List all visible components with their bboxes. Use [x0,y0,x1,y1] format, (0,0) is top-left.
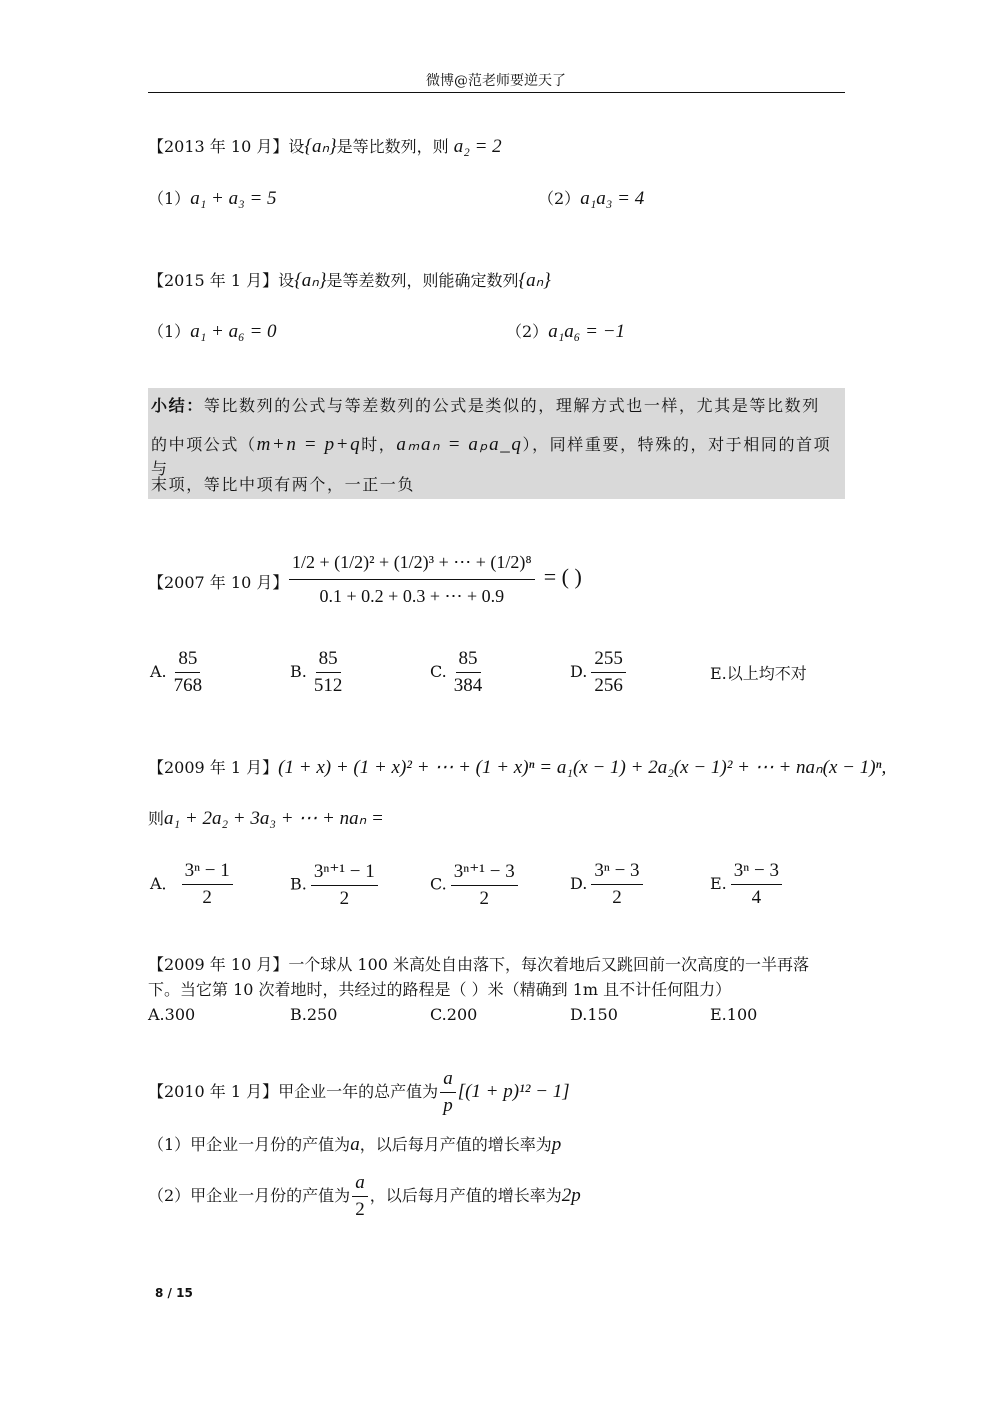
math: {aₙ} [294,270,327,291]
math: a₁ + a₃ = 5 [190,188,277,209]
condition-1 [148,319,277,343]
numerator: 3ⁿ − 1 [182,860,233,885]
question-tag: 【2009 年 10 月】 [148,955,289,974]
condition-text: （2）甲企业一月份的产值为 [148,1186,351,1205]
numerator: 3ⁿ − 3 [731,860,782,885]
option-label: E. [710,874,727,893]
math: m+n = p+q [256,434,362,455]
numerator: 85 [456,648,481,673]
question-tag: 【2015 年 1 月】 [148,271,279,290]
complex-fraction [285,552,582,607]
numerator: 85 [175,648,200,673]
question-line2: 下。当它第 10 次着地时，共经过的路程是（ ）米（精确到 1m 且不计任何阻力） [148,980,732,999]
math: a₁a₃ = 4 [580,188,645,209]
denominator: 2 [339,888,350,909]
numerator: a [352,1172,368,1197]
option-a [150,860,237,909]
option-c [430,648,489,697]
question-2009-1 [148,755,886,779]
option-c [430,860,522,910]
question-text: 甲企业一年的总产值为 [278,1082,439,1101]
summary-line [151,472,415,495]
denominator: 256 [594,675,623,696]
numerator: a [440,1068,456,1093]
option-label: D. [570,662,588,681]
option-a: A.300 [148,1005,196,1024]
option-b [290,648,349,697]
condition-text: （1）甲企业一月份的产值为 [148,1135,351,1154]
math: a [350,1134,360,1155]
denominator: 0.1 + 0.2 + 0.3 + ⋯ + 0.9 [319,586,505,606]
question-tag: 【2007 年 10 月】 [148,573,289,592]
option-b: B.250 [290,1005,338,1024]
math: (1 + x) + (1 + x)² + ⋯ + (1 + x)ⁿ = a₁(x − 1) + 2a₂(x − 1)² + ⋯ + naₙ(x − 1)ⁿ, [278,757,887,778]
denominator: 2 [612,887,622,908]
numerator: 1/2 + (1/2)² + (1/2)³ + ⋯ + (1/2)⁸ [289,552,535,580]
denominator: 4 [751,887,762,908]
label: （2） [538,189,581,208]
option-a [150,648,209,697]
question-tag: 【2013 年 10 月】 [148,137,289,156]
option-label: B. [290,662,307,681]
condition-text: ，以后每月产值的增长率为 [359,1135,552,1154]
summary-text: 末项，等比中项有两个，一正一负 [151,475,416,494]
question-text: 设 [288,137,305,156]
denominator: 512 [313,675,343,696]
option-d [570,860,647,909]
math: {aₙ} [518,270,551,291]
question-2013-10 [148,134,502,158]
answer-blank: = ( ) [543,564,582,589]
question-tag: 【2010 年 1 月】 [148,1082,279,1101]
option-e: E.100 [710,1005,758,1024]
question-text: 一个球从 100 米高处自由落下，每次着地后又跳回前一次高度的一半再落 [288,955,810,974]
option-label: B. [290,874,307,894]
label: （2） [506,322,549,341]
condition-1 [148,1132,561,1156]
option-d [570,648,630,697]
math: {aₙ} [304,136,337,157]
math: p [551,1134,562,1155]
math: a₁ + a₆ = 0 [190,321,277,342]
page-header: 微博@范老师要逆天了 [426,73,566,89]
math: 2p [561,1185,581,1206]
header-divider [148,92,845,93]
numerator: 3ⁿ − 3 [591,860,642,885]
math: a₁ + 2a₂ + 3a₃ + ⋯ + naₙ = [164,808,384,829]
question-text: 是等比数列，则 [336,137,449,156]
denominator: 2 [202,887,212,908]
option-b [290,860,382,910]
option-label: A. [150,662,167,681]
summary-text: 的中项公式（ [151,435,257,454]
question-2015-1 [148,268,551,292]
summary-text: 时， [361,435,397,454]
numerator: 3ⁿ⁺¹ − 1 [311,860,378,886]
math: [(1 + p)¹² − 1] [457,1081,570,1102]
summary-line [151,393,820,416]
option-label: A． [150,874,178,893]
option-e: E.以上均不对 [710,664,807,683]
label: （1） [148,322,191,341]
condition-text: ，以后每月产值的增长率为 [369,1186,562,1205]
summary-label: 小结： [151,396,204,415]
page-number: 8 / 15 [155,1286,193,1300]
option-label: D. [570,874,588,893]
question-2009-10 [148,952,809,975]
question-text: 设 [278,271,295,290]
denominator: 2 [479,888,489,909]
condition-2 [506,319,625,343]
denominator: 768 [173,675,203,696]
option-e [710,860,786,909]
numerator: 255 [591,648,626,673]
numerator: 85 [316,648,341,673]
condition-2 [148,1172,581,1221]
option-label: C. [430,662,447,681]
question-text: 则 [148,809,165,828]
option-c: C.200 [430,1005,478,1024]
label: （1） [148,189,191,208]
math: aₘaₙ = aₚa_q [396,434,523,455]
numerator: 3ⁿ⁺¹ − 3 [451,860,518,886]
math: a₂ = 2 [453,136,502,157]
question-2007-10 [148,570,288,593]
condition-1 [148,186,277,210]
summary-text: ），同样重要，特殊的，对于相同的首项与 [151,435,832,478]
denominator: 384 [453,675,483,696]
summary-box [148,388,845,499]
question-text: 是等差数列，则能确定数列 [326,271,519,290]
summary-text: 等比数列的公式与等差数列的公式是类似的，理解方式也一样，尤其是等比数列 [203,396,820,415]
math: a₁a₆ = −1 [548,321,626,342]
question-tag: 【2009 年 1 月】 [148,758,279,777]
question-line2 [148,806,384,830]
condition-2 [538,186,644,210]
denominator: p [443,1095,453,1116]
option-label: C. [430,874,447,894]
question-2010-1 [148,1068,570,1117]
denominator: 2 [355,1199,365,1220]
option-d: D.150 [570,1005,618,1024]
